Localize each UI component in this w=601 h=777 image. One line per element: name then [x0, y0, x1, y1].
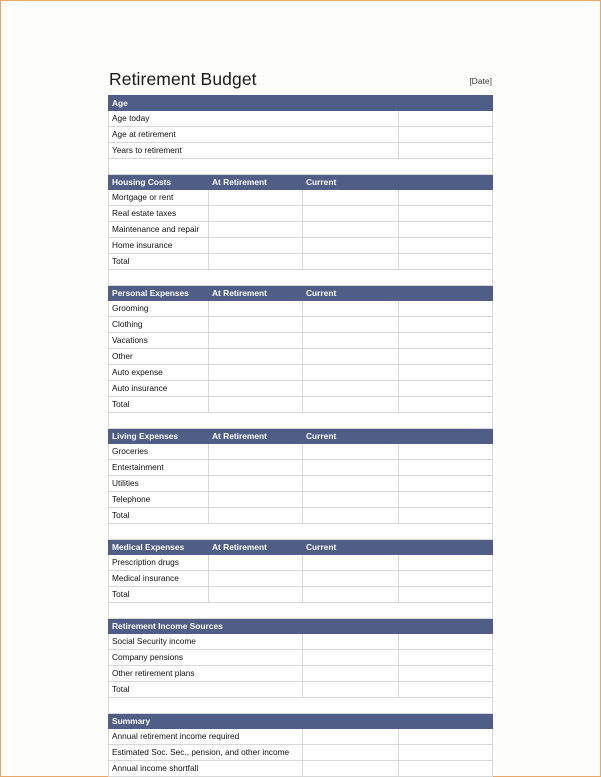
row-label: Groceries	[109, 444, 209, 460]
section-title-medical-expenses: Medical Expenses	[109, 540, 209, 555]
filler-cell	[399, 476, 493, 492]
section-title-housing-costs: Housing Costs	[109, 175, 209, 190]
row-label: Company pensions	[109, 650, 303, 666]
section-spacer-cell	[109, 270, 493, 286]
section-spacer	[109, 413, 493, 429]
table-row	[109, 634, 493, 650]
row-label: Age today	[109, 111, 399, 127]
title-row	[108, 63, 492, 89]
budget-sheet	[108, 63, 492, 777]
value-cell[interactable]	[399, 143, 493, 159]
total-blank-cell	[399, 254, 493, 270]
row-label: Vacations	[109, 333, 209, 349]
current-cell[interactable]	[303, 397, 399, 413]
total-row	[109, 682, 493, 698]
total-blank-cell	[399, 587, 493, 603]
column-header-current: Current	[303, 540, 399, 555]
value-cell[interactable]	[303, 729, 399, 745]
row-label: Annual income shortfall	[109, 761, 303, 777]
filler-cell	[399, 333, 493, 349]
filler-cell	[399, 555, 493, 571]
filler-cell	[399, 729, 493, 745]
column-header-blank	[399, 540, 493, 555]
at-retirement-cell[interactable]	[209, 206, 303, 222]
table-row	[109, 301, 493, 317]
row-label: Maintenance and repair	[109, 222, 209, 238]
at-retirement-cell[interactable]	[209, 301, 303, 317]
at-retirement-cell[interactable]	[209, 238, 303, 254]
section-header-retirement-income-sources	[109, 619, 493, 634]
table-row	[109, 460, 493, 476]
section-header-housing-costs	[109, 175, 493, 190]
current-cell[interactable]	[303, 349, 399, 365]
current-cell[interactable]	[303, 381, 399, 397]
row-label: Entertainment	[109, 460, 209, 476]
current-cell[interactable]	[303, 254, 399, 270]
table-row	[109, 317, 493, 333]
table-row	[109, 333, 493, 349]
row-label: Mortgage or rent	[109, 190, 209, 206]
at-retirement-cell[interactable]	[209, 555, 303, 571]
row-label: Annual retirement income required	[109, 729, 303, 745]
filler-cell-a	[303, 634, 399, 650]
row-label: Clothing	[109, 317, 209, 333]
current-cell[interactable]	[303, 555, 399, 571]
table-row	[109, 476, 493, 492]
section-header-age	[109, 96, 493, 111]
total-row	[109, 254, 493, 270]
table-row	[109, 143, 493, 159]
table-row	[109, 381, 493, 397]
at-retirement-cell[interactable]	[209, 492, 303, 508]
section-title-retirement-income-sources: Retirement Income Sources	[109, 619, 493, 634]
table-row	[109, 349, 493, 365]
filler-cell-b	[399, 682, 493, 698]
filler-cell	[399, 317, 493, 333]
table-row	[109, 555, 493, 571]
section-title-personal-expenses: Personal Expenses	[109, 286, 209, 301]
current-cell[interactable]	[303, 476, 399, 492]
filler-cell	[399, 301, 493, 317]
value-cell[interactable]	[399, 127, 493, 143]
column-header-at-retirement: At Retirement	[209, 286, 303, 301]
row-label: Medical insurance	[109, 571, 209, 587]
filler-cell	[399, 349, 493, 365]
page-title: Retirement Budget	[109, 69, 257, 89]
at-retirement-cell[interactable]	[209, 508, 303, 524]
total-row	[109, 587, 493, 603]
current-cell[interactable]	[303, 206, 399, 222]
current-cell[interactable]	[303, 317, 399, 333]
total-blank-cell	[399, 397, 493, 413]
filler-cell	[399, 460, 493, 476]
table-row	[109, 571, 493, 587]
table-row	[109, 222, 493, 238]
current-cell[interactable]	[303, 301, 399, 317]
row-label: Age at retirement	[109, 127, 399, 143]
filler-cell	[399, 365, 493, 381]
row-label: Grooming	[109, 301, 209, 317]
row-label: Other retirement plans	[109, 666, 303, 682]
table-row	[109, 190, 493, 206]
table-row	[109, 745, 493, 761]
table-row	[109, 127, 493, 143]
row-label: Auto expense	[109, 365, 209, 381]
table-row	[109, 365, 493, 381]
row-label: Total	[109, 587, 209, 603]
row-label: Utilities	[109, 476, 209, 492]
at-retirement-cell[interactable]	[209, 397, 303, 413]
section-spacer	[109, 603, 493, 619]
current-cell[interactable]	[303, 571, 399, 587]
table-row	[109, 238, 493, 254]
section-header-personal-expenses	[109, 286, 493, 301]
section-title-living-expenses: Living Expenses	[109, 429, 209, 444]
row-label: Real estate taxes	[109, 206, 209, 222]
column-header-current: Current	[303, 175, 399, 190]
section-title-age: Age	[109, 96, 493, 111]
row-label: Auto insurance	[109, 381, 209, 397]
row-label: Estimated Soc. Sec., pension, and other income	[109, 745, 303, 761]
column-header-current: Current	[303, 286, 399, 301]
filler-cell-b	[399, 650, 493, 666]
date-placeholder[interactable]: [Date]	[469, 76, 492, 86]
row-label: Years to retirement	[109, 143, 399, 159]
at-retirement-cell[interactable]	[209, 587, 303, 603]
row-label: Home insurance	[109, 238, 209, 254]
section-spacer	[109, 524, 493, 540]
at-retirement-cell[interactable]	[209, 365, 303, 381]
section-title-summary: Summary	[109, 714, 493, 729]
column-header-blank	[399, 175, 493, 190]
row-label: Social Security income	[109, 634, 303, 650]
table-row	[109, 650, 493, 666]
current-cell[interactable]	[303, 238, 399, 254]
at-retirement-cell[interactable]	[209, 460, 303, 476]
section-spacer	[109, 698, 493, 714]
filler-cell	[399, 206, 493, 222]
row-label: Total	[109, 508, 209, 524]
at-retirement-cell[interactable]	[209, 571, 303, 587]
section-header-summary	[109, 714, 493, 729]
filler-cell	[399, 492, 493, 508]
table-row	[109, 492, 493, 508]
table-row	[109, 666, 493, 682]
at-retirement-cell[interactable]	[209, 254, 303, 270]
column-header-current: Current	[303, 429, 399, 444]
filler-cell-a	[303, 650, 399, 666]
table-row	[109, 729, 493, 745]
current-cell[interactable]	[303, 508, 399, 524]
at-retirement-cell[interactable]	[209, 349, 303, 365]
table-row	[109, 206, 493, 222]
value-cell[interactable]	[303, 745, 399, 761]
filler-cell	[399, 444, 493, 460]
section-spacer-cell	[109, 603, 493, 619]
column-header-blank	[399, 429, 493, 444]
total-blank-cell	[399, 508, 493, 524]
section-spacer-cell	[109, 413, 493, 429]
current-cell[interactable]	[303, 587, 399, 603]
filler-cell	[399, 745, 493, 761]
filler-cell	[399, 761, 493, 777]
current-cell[interactable]	[303, 222, 399, 238]
at-retirement-cell[interactable]	[209, 317, 303, 333]
at-retirement-cell[interactable]	[209, 190, 303, 206]
section-spacer-cell	[109, 159, 493, 175]
current-cell[interactable]	[303, 333, 399, 349]
column-header-at-retirement: At Retirement	[209, 429, 303, 444]
at-retirement-cell[interactable]	[209, 381, 303, 397]
row-label: Total	[109, 254, 209, 270]
section-header-medical-expenses	[109, 540, 493, 555]
filler-cell-b	[399, 666, 493, 682]
row-label: Prescription drugs	[109, 555, 209, 571]
section-spacer-cell	[109, 698, 493, 714]
value-cell[interactable]	[399, 111, 493, 127]
at-retirement-cell[interactable]	[209, 444, 303, 460]
row-label: Total	[109, 682, 303, 698]
column-header-blank	[399, 286, 493, 301]
column-header-at-retirement: At Retirement	[209, 540, 303, 555]
total-row	[109, 508, 493, 524]
table-row	[109, 111, 493, 127]
filler-cell	[399, 238, 493, 254]
current-cell[interactable]	[303, 460, 399, 476]
filler-cell	[399, 381, 493, 397]
value-cell[interactable]	[303, 761, 399, 777]
total-row	[109, 397, 493, 413]
row-label: Total	[109, 397, 209, 413]
table-row	[109, 444, 493, 460]
row-label: Other	[109, 349, 209, 365]
section-spacer	[109, 270, 493, 286]
column-header-at-retirement: At Retirement	[209, 175, 303, 190]
row-label: Telephone	[109, 492, 209, 508]
filler-cell-b	[399, 634, 493, 650]
at-retirement-cell[interactable]	[209, 476, 303, 492]
section-spacer	[109, 159, 493, 175]
filler-cell-a	[303, 682, 399, 698]
filler-cell	[399, 190, 493, 206]
filler-cell-a	[303, 666, 399, 682]
budget-table-body	[109, 96, 493, 777]
section-spacer-cell	[109, 524, 493, 540]
budget-table	[108, 95, 493, 777]
filler-cell	[399, 571, 493, 587]
current-cell[interactable]	[303, 444, 399, 460]
section-header-living-expenses	[109, 429, 493, 444]
filler-cell	[399, 222, 493, 238]
current-cell[interactable]	[303, 492, 399, 508]
at-retirement-cell[interactable]	[209, 333, 303, 349]
at-retirement-cell[interactable]	[209, 222, 303, 238]
current-cell[interactable]	[303, 190, 399, 206]
table-row	[109, 761, 493, 777]
current-cell[interactable]	[303, 365, 399, 381]
